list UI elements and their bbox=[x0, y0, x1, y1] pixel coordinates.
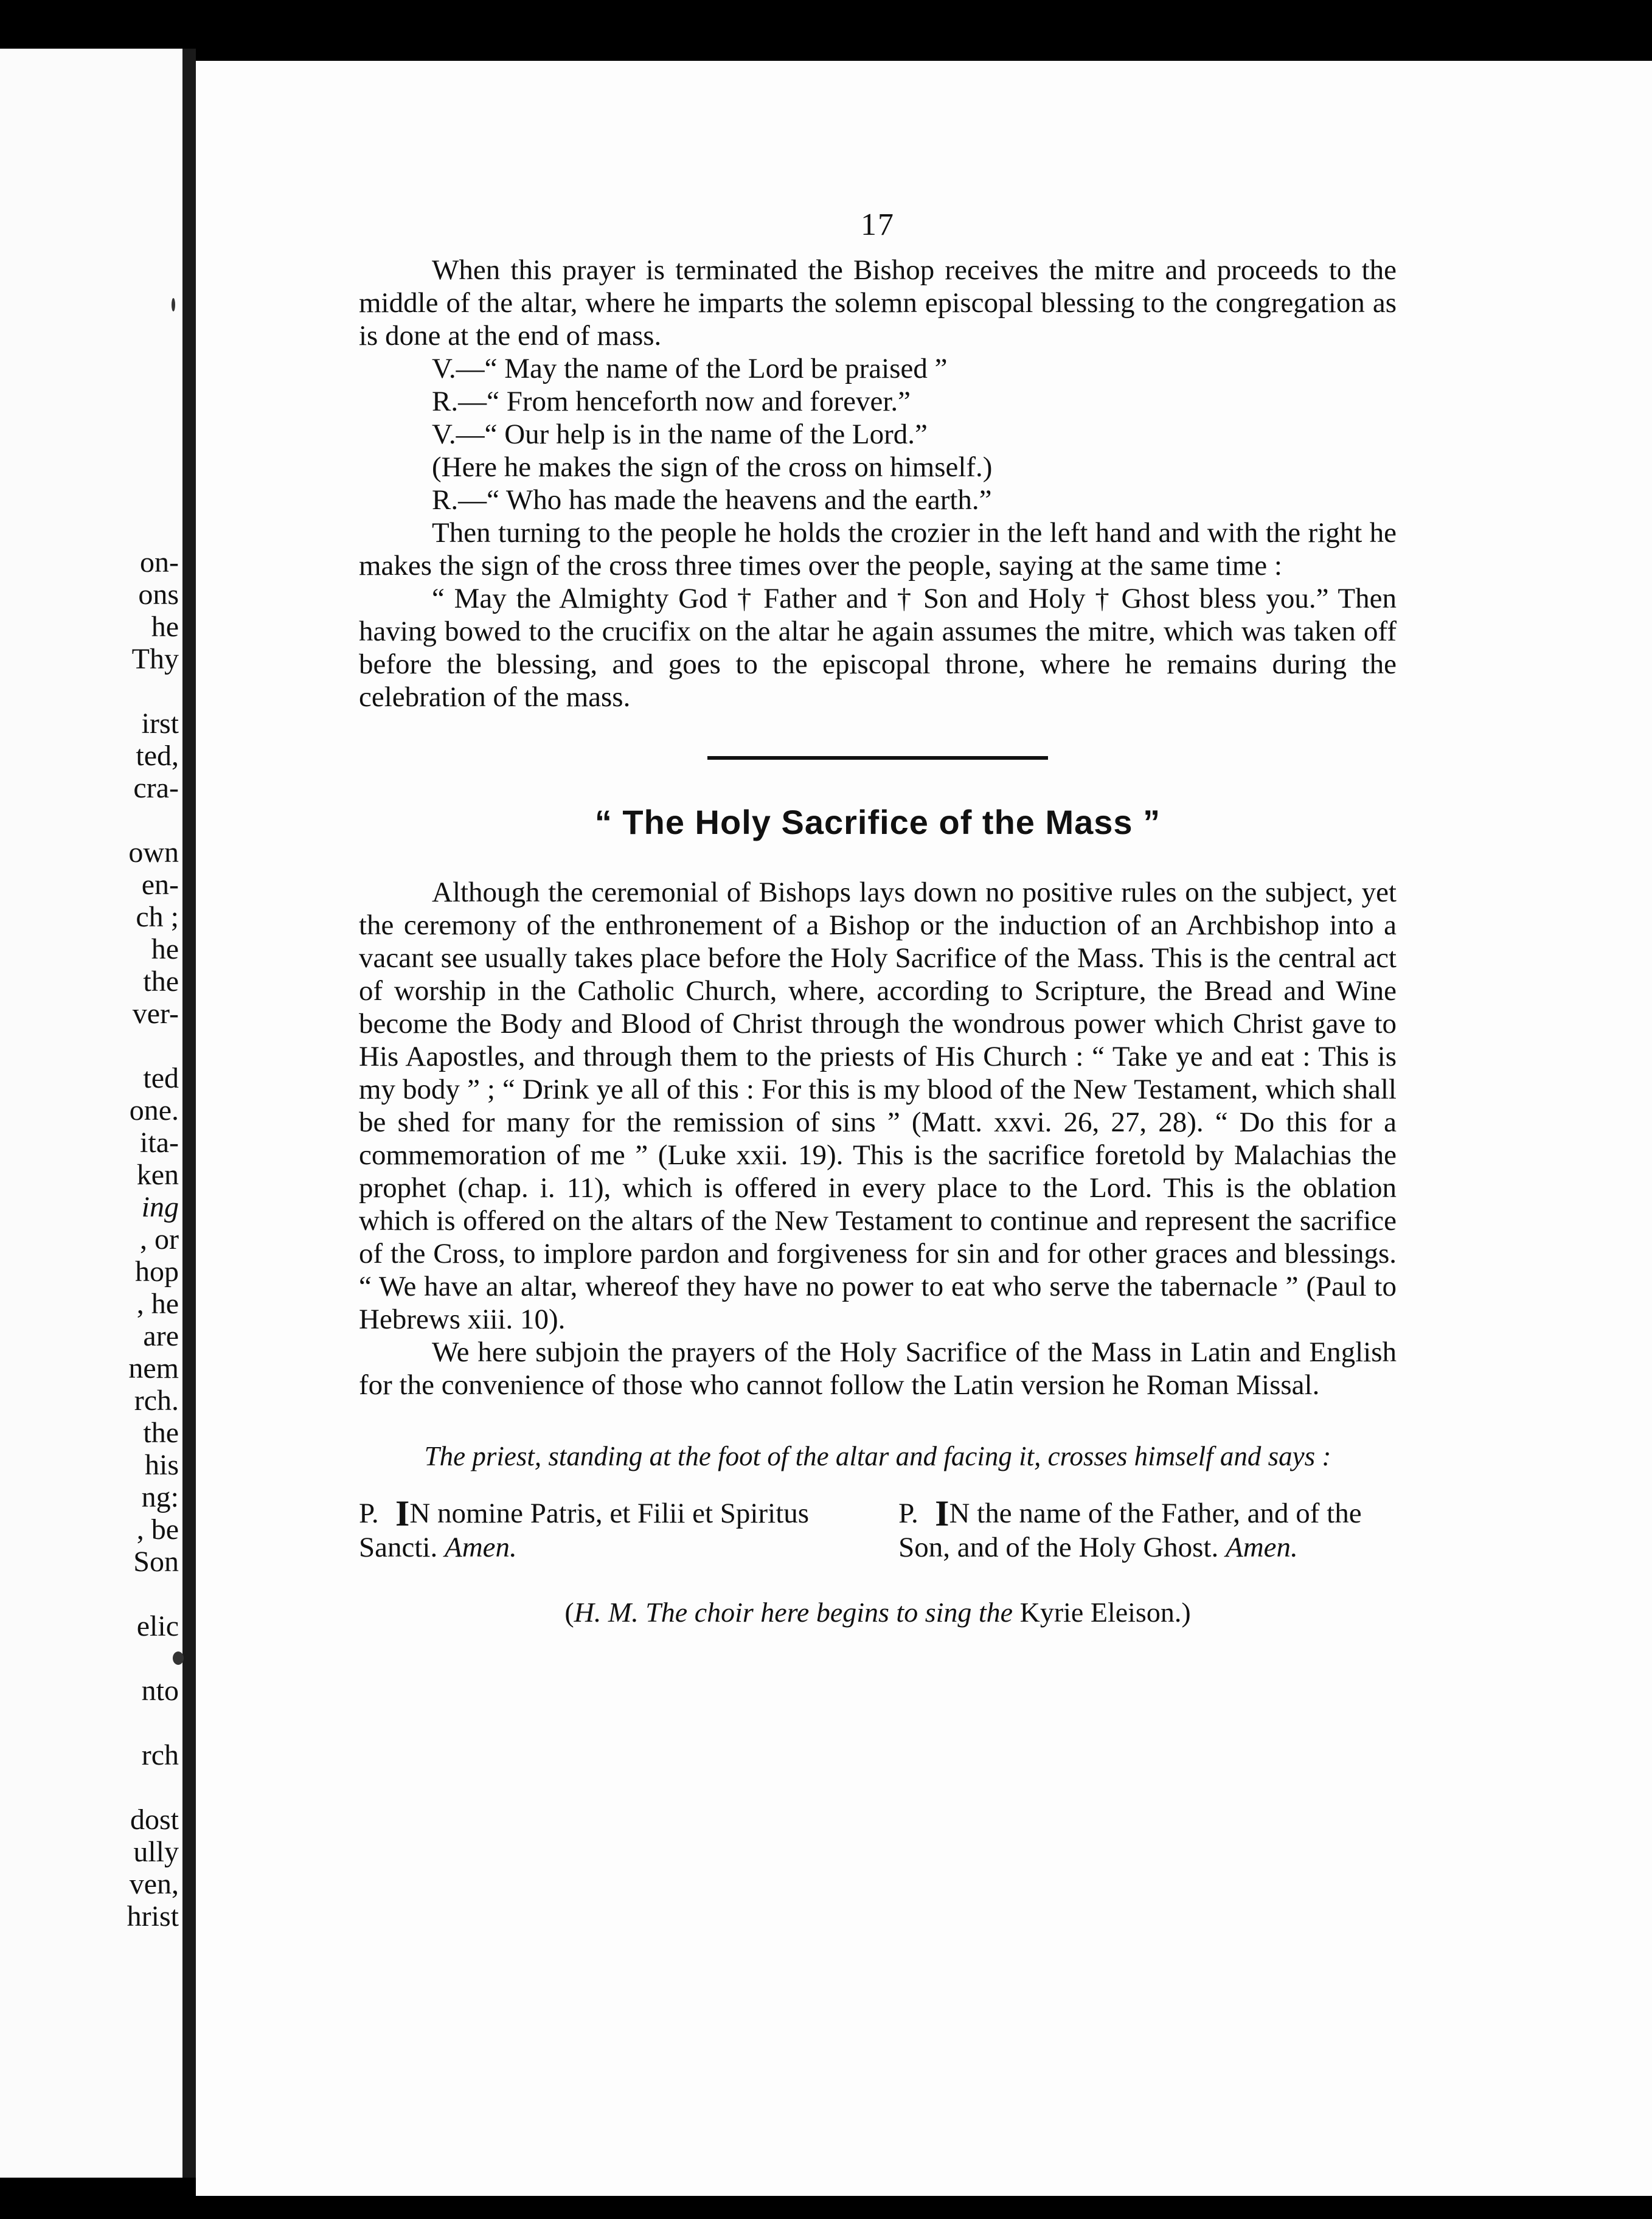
left-page-fragment-line: he bbox=[151, 611, 179, 643]
drop-initial: I bbox=[935, 1493, 949, 1533]
left-page-fragment-line: rch bbox=[141, 1739, 179, 1771]
latin-text: N nomine Patris, et Filii et Spiritus Sancti. bbox=[359, 1498, 810, 1563]
page-gutter bbox=[182, 49, 196, 2178]
response-line: (Here he makes the sign of the cross on himself.) bbox=[432, 451, 993, 483]
response-line: V.—“ Our help is in the name of the Lord.” bbox=[432, 418, 928, 450]
responses-list bbox=[359, 352, 1397, 516]
left-page-fragment-line: on- bbox=[140, 546, 179, 578]
left-page-fragment-line: nem bbox=[128, 1352, 179, 1384]
left-page-fragment-line: ken bbox=[136, 1159, 179, 1191]
left-page-fragment-line: en- bbox=[141, 869, 179, 901]
left-page-fragment-line: ted, bbox=[136, 740, 179, 772]
left-page-fragment-line: nto bbox=[141, 1675, 179, 1707]
left-page-fragment-line: hop bbox=[135, 1255, 179, 1288]
choir-note bbox=[359, 1596, 1397, 1629]
choir-note-italic: H. M. The choir here begins to sing the bbox=[574, 1597, 1013, 1628]
drop-initial: I bbox=[395, 1493, 410, 1533]
priest-label: P. bbox=[359, 1498, 379, 1529]
left-page-fragment-line: ully bbox=[133, 1836, 179, 1868]
left-page-fragment-line: ng: bbox=[141, 1481, 179, 1513]
left-page-fragment-line: , or bbox=[140, 1223, 179, 1255]
page-number: 17 bbox=[861, 207, 895, 242]
left-page-fragment-line: the bbox=[143, 1417, 179, 1449]
section-heading: “ The Holy Sacrifice of the Mass ” bbox=[594, 803, 1161, 841]
left-page-fragment-line: he bbox=[151, 933, 179, 965]
main-page bbox=[196, 61, 1652, 2196]
prayer-columns bbox=[359, 1493, 1397, 1564]
intro-paragraph: When this prayer is terminated the Bishop receives the mitre and proceeds to the middle of the altar, where he imparts the solemn episcopal blessing to the congregation as is done at the end of mass. bbox=[359, 254, 1397, 352]
response-line: V.—“ May the name of the Lord be praised ” bbox=[432, 353, 948, 384]
left-page-fragment-line: ven, bbox=[129, 1868, 179, 1900]
left-page-fragment-line: Thy bbox=[131, 643, 179, 675]
english-column bbox=[898, 1493, 1397, 1564]
left-page-fragment-line: , he bbox=[136, 1288, 179, 1320]
left-page-fragment-line: the bbox=[143, 965, 179, 998]
left-page-fragment-line: one. bbox=[129, 1094, 179, 1127]
ink-speck bbox=[173, 1651, 184, 1665]
left-page-fragment-line: ver- bbox=[132, 998, 179, 1030]
response-line: R.—“ Who has made the heavens and the earth.” bbox=[432, 484, 992, 516]
ink-speck bbox=[172, 298, 175, 311]
left-page-fragment-line: , be bbox=[136, 1513, 179, 1546]
left-page-fragment-line: irst bbox=[141, 707, 179, 740]
left-page-fragment-line: are bbox=[143, 1320, 179, 1352]
priest-label: P. bbox=[898, 1498, 918, 1529]
latin-amen: Amen. bbox=[444, 1532, 517, 1563]
subjoin-paragraph: We here subjoin the prayers of the Holy Sacrifice of the Mass in Latin and English for the convenience of those who cannot follow the Latin version he Roman Missal. bbox=[359, 1336, 1397, 1401]
section-paragraph: Although the ceremonial of Bishops lays down no positive rules on the subject, yet the ceremony of the enthronement of a Bishop or the induction of an Archbishop into a vacant see usually takes place before the Holy Sacrifice of the Mass. This is the central act of worship in the Catholic Church, where, according to Scripture, the Bread and Wine become the Body and Blood of Christ through the wondrous power which Christ gave to His Aapostles, and through them to the priests of His Church : “ Take ye and eat : This is my body ” ; “ Drink ye all of this : For this is my blood of the New Testament, which shall be shed for many for the remission of sins ” (Matt. xxvi. 26, 27, 28). “ Do this for a commemoration of me ” (Luke xxii. 19). This is the sacrifice foretold by Malachias the prophet (chap. i. 11), which is offered in every place to the Lord. This is the oblation which is offered on the altars of the New Testament to continue and represent the sacrifice of the Cross, to implore pardon and forgiveness for sin and for other graces and blessings. “ We have an altar, whereof they have no power to eat who serve the tabernacle ” (Paul to Hebrews xiii. 10). bbox=[359, 877, 1397, 1335]
choir-note-plain: Kyrie Eleison.) bbox=[1019, 1597, 1191, 1628]
response-line: R.—“ From henceforth now and forever.” bbox=[432, 386, 911, 417]
choir-note-open: ( bbox=[564, 1597, 574, 1628]
left-page-fragment-line: cra- bbox=[133, 772, 179, 804]
left-page-fragment-line: ted bbox=[143, 1062, 179, 1094]
rubric: The priest, standing at the foot of the altar and facing it, crosses himself and says : bbox=[424, 1441, 1331, 1471]
latin-column bbox=[359, 1493, 857, 1564]
left-page-fragment-line: rch. bbox=[134, 1384, 179, 1417]
page-content bbox=[359, 207, 1397, 1629]
left-page-fragment-line: elic bbox=[136, 1610, 179, 1642]
left-page-fragment bbox=[0, 49, 182, 2178]
left-page-fragment-line: Son bbox=[133, 1546, 179, 1578]
left-page-fragment-line: own bbox=[128, 836, 179, 869]
english-text: N the name of the Father, and of the Son, and of the Holy Ghost. bbox=[898, 1498, 1362, 1563]
left-page-fragment-line: hrist bbox=[127, 1900, 179, 1933]
left-page-fragment-line: his bbox=[144, 1449, 179, 1481]
left-page-fragment-line: ita- bbox=[140, 1127, 179, 1159]
blessing-quote: “ May the Almighty God † Father and † Son and Holy † Ghost bless you.” Then having bowed to the crucifix on the altar he again assumes the mitre, which was taken off before the blessing, and goes to the episcopal throne, where he remains during the celebration of the mass. bbox=[359, 583, 1397, 713]
left-page-fragment-line: ing bbox=[141, 1191, 179, 1223]
blessing-paragraph: Then turning to the people he holds the crozier in the left hand and with the right he makes the sign of the cross three times over the people, saying at the same time : bbox=[359, 517, 1397, 582]
section-divider bbox=[707, 756, 1048, 760]
left-page-fragment-line: ons bbox=[138, 578, 179, 611]
english-amen: Amen. bbox=[1226, 1532, 1298, 1563]
left-page-fragment-line: ch ; bbox=[136, 901, 179, 933]
left-page-fragment-line: dost bbox=[130, 1804, 179, 1836]
